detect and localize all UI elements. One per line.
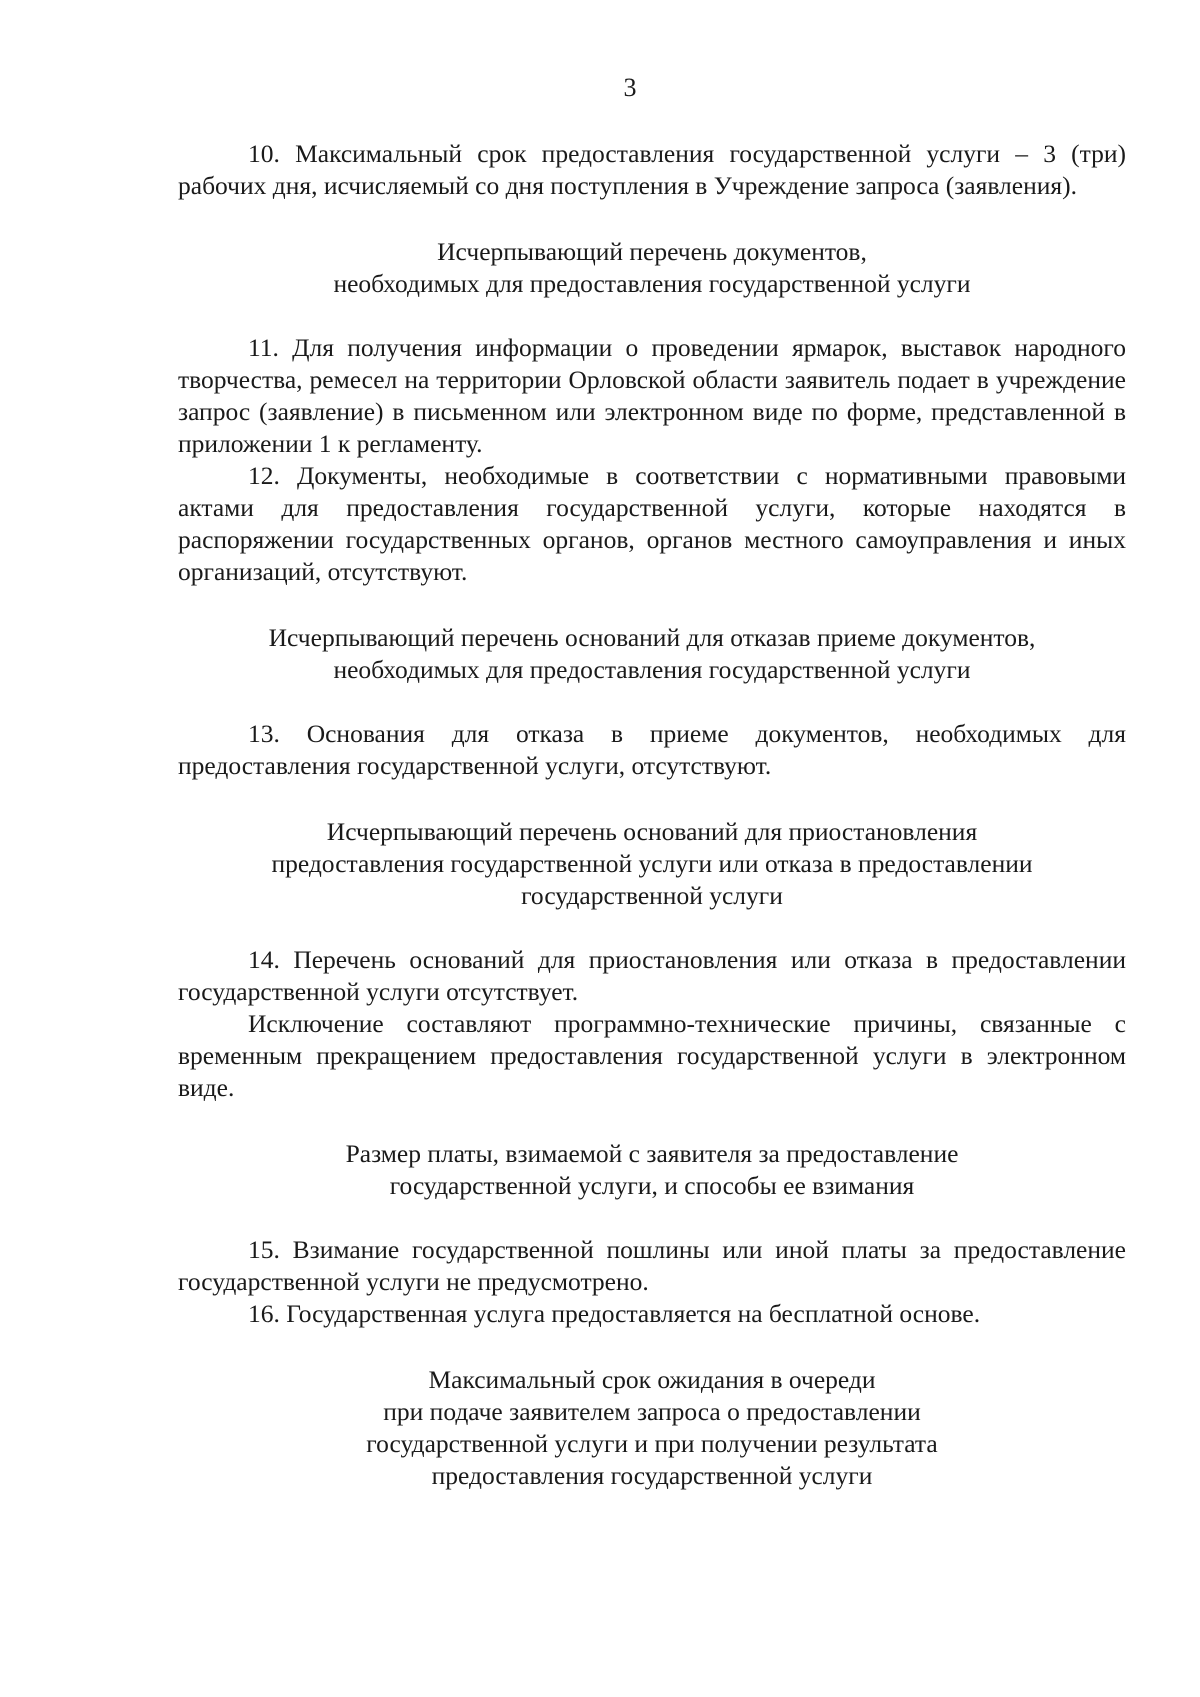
paragraph-15: 15. Взимание государственной пошлины или иной платы за предоставление государственной услуги не предусмотрено. <box>178 1235 1126 1296</box>
heading-line: необходимых для предоставления государственной услуги <box>333 269 971 298</box>
paragraph-14-exception: Исключение составляют программно-технические причины, связанные с временным прекращением предоставления государственной услуги в электронном виде. <box>178 1009 1126 1102</box>
paragraph-13: 13. Основания для отказа в приеме документов, необходимых для предоставления государственной услуги, отсутствуют. <box>178 719 1126 780</box>
heading-line: предоставления государственной услуги или отказа в предоставлении <box>271 849 1033 878</box>
spacer <box>178 782 1126 816</box>
spacer <box>178 588 1126 622</box>
heading-line: государственной услуги, и способы ее взимания <box>389 1171 915 1200</box>
spacer <box>178 1330 1126 1364</box>
document-body <box>178 138 1126 1492</box>
spacer <box>178 300 1126 332</box>
paragraph-11: 11. Для получения информации о проведении ярмарок, выставок народного творчества, ремесел на территории Орловской области заявитель подает в учреждение запрос (заявление) в письменном или электронном виде по форме, представленной в приложении 1 к регламенту. <box>178 333 1126 458</box>
heading-line: государственной услуги <box>521 881 783 910</box>
heading-line: необходимых для предоставления государственной услуги <box>333 655 971 684</box>
heading-line: государственной услуги и при получении результата <box>366 1429 938 1458</box>
page-number: 3 <box>623 73 637 102</box>
heading-line: Исчерпывающий перечень оснований для приостановления <box>326 817 978 846</box>
heading-line: Максимальный срок ожидания в очереди <box>428 1365 876 1394</box>
spacer <box>178 686 1126 718</box>
spacer <box>178 202 1126 236</box>
paragraph-10: 10. Максимальный срок предоставления государственной услуги – 3 (три) рабочих дня, исчисляемый со дня поступления в Учреждение запроса (заявления). <box>178 139 1126 200</box>
section-heading-documents <box>178 236 1126 300</box>
heading-line: предоставления государственной услуги <box>431 1461 873 1490</box>
paragraph-12: 12. Документы, необходимые в соответствии с нормативными правовыми актами для предоставления государственной услуги, которые находятся в распоряжении государственных органов, органов местного самоуправления и иных организаций, отсутствуют. <box>178 461 1126 586</box>
spacer <box>178 1202 1126 1234</box>
section-heading-refusal-grounds <box>178 622 1126 686</box>
spacer <box>178 1104 1126 1138</box>
section-heading-suspension-grounds <box>178 816 1126 912</box>
heading-line: Размер платы, взимаемой с заявителя за предоставление <box>345 1139 959 1168</box>
section-heading-queue-time <box>178 1364 1126 1492</box>
heading-line: при подаче заявителем запроса о предоставлении <box>383 1397 921 1426</box>
paragraph-16: 16. Государственная услуга предоставляется на бесплатной основе. <box>248 1299 981 1328</box>
spacer <box>178 912 1126 944</box>
paragraph-14: 14. Перечень оснований для приостановления или отказа в предоставлении государственной услуги отсутствует. <box>178 945 1126 1006</box>
heading-line: Исчерпывающий перечень документов, <box>437 237 867 266</box>
section-heading-fee <box>178 1138 1126 1202</box>
heading-line: Исчерпывающий перечень оснований для отказав приеме документов, <box>268 623 1036 652</box>
